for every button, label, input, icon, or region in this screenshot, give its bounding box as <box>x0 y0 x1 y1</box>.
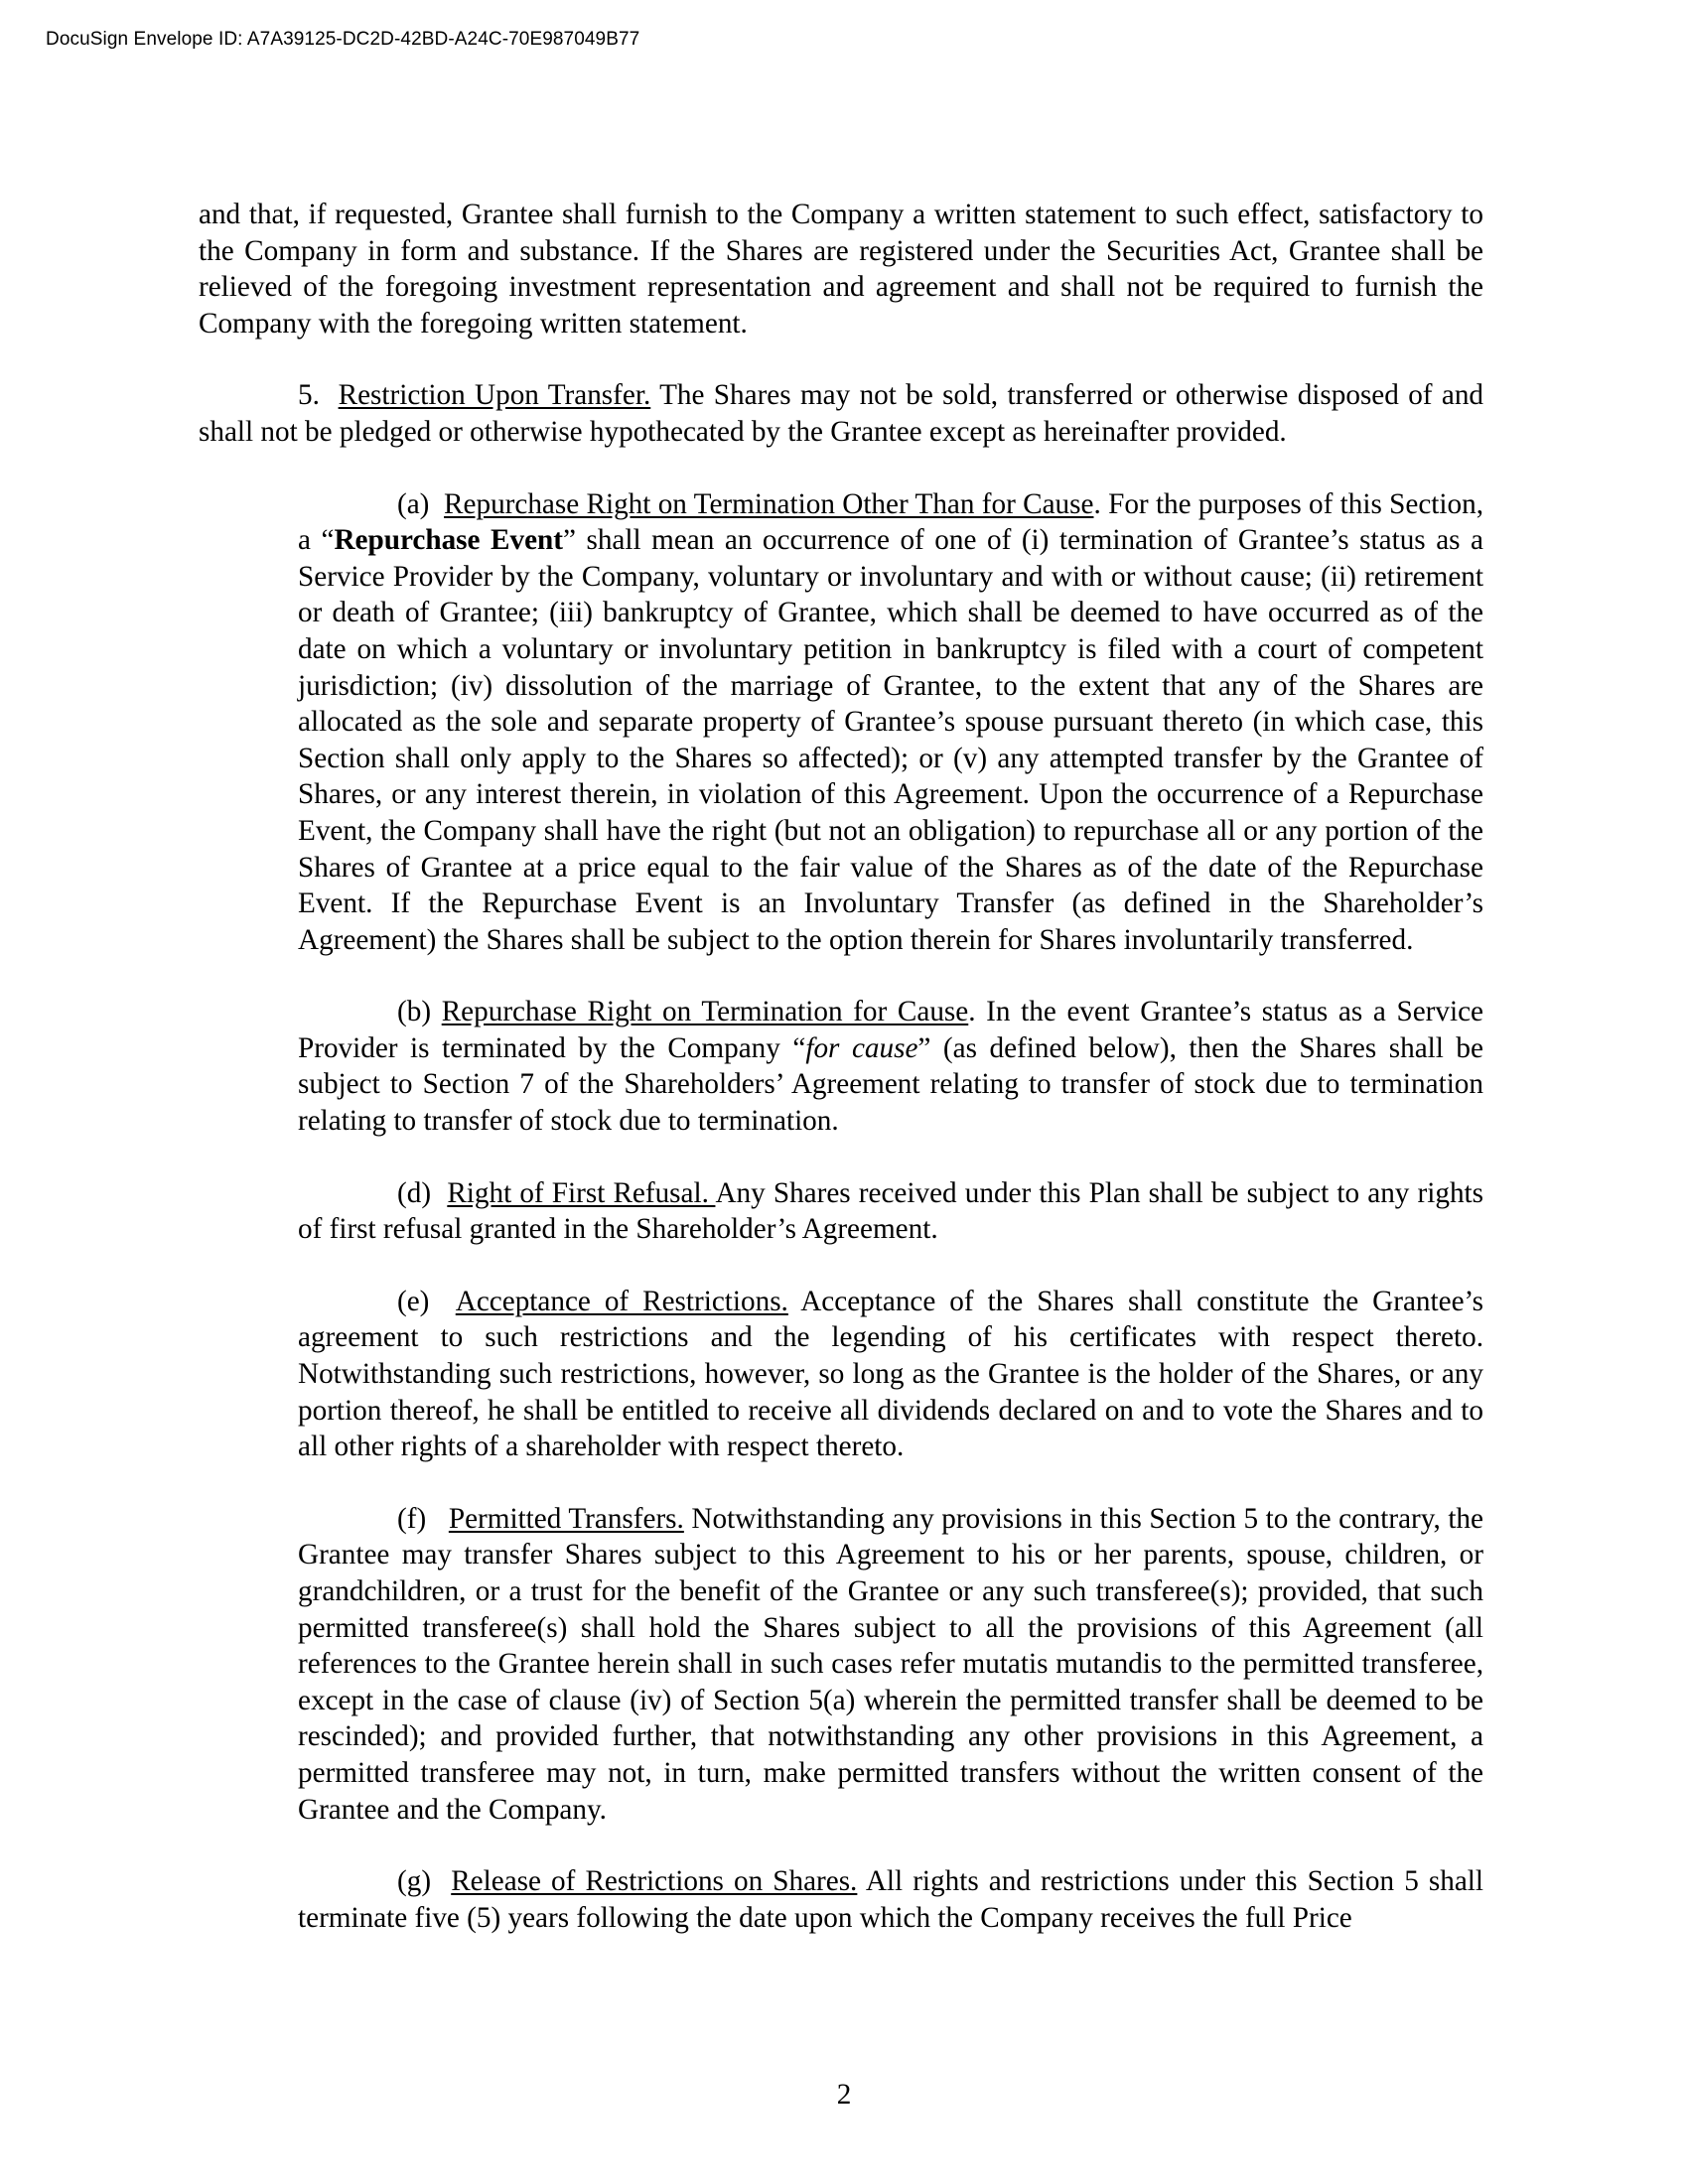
subsection-g-label: (g) <box>397 1865 432 1898</box>
subsection-f-text: Notwithstanding any provisions in this Section 5 to the contrary, the Grantee may transfer Shares subject to this Agreement to his or her parents, spouse, children, or grandchildren, or a trust for the benefit of the Grantee or any such transferee(s); provided, that such permitted transferee(s) shall hold the Shares subject to all the provisions of this Agreement (all references to the Grantee herein shall in such cases refer mutatis mutandis to the permitted transferee, except in the case of clause (iv) of Section 5(a) wherein the permitted transfer shall be deemed to be rescinded); and provided further, that notwithstanding any other provisions in this Agreement, a permitted transferee may not, in turn, make permitted transfers without the written consent of the Grantee and the Company. <box>298 1502 1483 1826</box>
section-5-number: 5. <box>298 379 320 412</box>
subsection-a-paragraph <box>298 486 1483 959</box>
subsection-f-label: (f) <box>397 1502 427 1535</box>
subsection-e-label: (e) <box>397 1285 430 1317</box>
subsection-g-text: All rights and restrictions under this Section 5 shall terminate five (5) years following the date upon which the Company receives the full Price <box>298 1865 1483 1934</box>
docusign-envelope-id: DocuSign Envelope ID: A7A39125-DC2D-42BD-A24C-70E987049B77 <box>46 29 640 50</box>
subsection-f-paragraph <box>298 1501 1483 1828</box>
subsection-b-heading: Repurchase Right on Termination for Cause <box>441 996 969 1028</box>
subsection-d-heading: Right of First Refusal. <box>447 1176 716 1209</box>
defined-term-repurchase-event: Repurchase Event <box>334 524 563 557</box>
subsection-d-label: (d) <box>397 1176 432 1209</box>
subsection-g-paragraph <box>298 1863 1483 1936</box>
section-5-paragraph <box>199 377 1483 450</box>
subsection-b-text-2: ” (as defined below), then the Shares shall be subject to Section 7 of the Shareholders’ Agreement relating to transfer of stock due to termination relating to transfer of stock due to termination. <box>298 1031 1483 1138</box>
subsection-g-heading: Release of Restrictions on Shares. <box>451 1865 858 1898</box>
subsection-e-text: Acceptance of the Shares shall constitute the Grantee’s agreement to such restrictions and the legending of his certificates with respect thereto. Notwithstanding such restrictions, however, so long as the Grantee is the holder of the Shares, or any portion thereof, he shall be entitled to receive all dividends declared on and to vote the Shares and to all other rights of a shareholder with respect thereto. <box>298 1285 1484 1463</box>
section-5-heading: Restriction Upon Transfer. <box>338 379 651 412</box>
document-body <box>199 197 1483 1936</box>
subsection-a-text-2: ” shall mean an occurrence of one of (i) termination of Grantee’s status as a Service Provider by the Company, voluntary or involuntary and with or without cause; (ii) retirement or death of Grantee; (iii) bankruptcy of Grantee, which shall be deemed to have occurred as of the date on which a voluntary or involuntary petition in bankruptcy is filed with a court of competent jurisdiction; (iv) dissolution of the marriage of Grantee, to the extent that any of the Shares are allocated as the sole and separate property of Grantee’s spouse pursuant thereto (in which case, this Section shall only apply to the Shares so affected); or (v) any attempted transfer by the Grantee of Shares, or any interest therein, in violation of this Agreement. Upon the occurrence of a Repurchase Event, the Company shall have the right (but not an obligation) to repurchase all or any portion of the Shares of Grantee at a price equal to the fair value of the Shares as of the date of the Repurchase Event. If the Repurchase Event is an Involuntary Transfer (as defined in the Shareholder’s Agreement) the Shares shall be subject to the option therein for Shares involuntarily transferred. <box>298 524 1483 956</box>
subsection-b-text-1: . In the event Grantee’s status as a Service Provider is terminated by the Company “ <box>298 996 1484 1064</box>
term-for-cause: for cause <box>805 1031 918 1064</box>
continuation-paragraph: and that, if requested, Grantee shall furnish to the Company a written statement to such effect, satisfactory to the Company in form and substance. If the Shares are registered under the Securities Act, Grantee shall be relieved of the foregoing investment representation and agreement and shall not be required to furnish the Company with the foregoing written statement. <box>199 199 1483 340</box>
subsection-b-paragraph <box>298 994 1483 1139</box>
page-number: 2 <box>836 2079 852 2111</box>
subsection-d-paragraph <box>298 1175 1483 1248</box>
subsection-e-paragraph <box>298 1284 1483 1465</box>
subsection-f-heading: Permitted Transfers. <box>448 1502 684 1535</box>
subsection-e-heading: Acceptance of Restrictions. <box>455 1285 788 1317</box>
subsection-a-text-1: . For the purposes of this Section, a “ <box>298 487 1483 557</box>
subsection-a-heading: Repurchase Right on Termination Other Than for Cause <box>444 487 1094 520</box>
section-5-text: The Shares may not be sold, transferred or otherwise disposed of and shall not be pledged or otherwise hypothecated by the Grantee except as hereinafter provided. <box>199 379 1484 448</box>
subsection-b-label: (b) <box>397 996 432 1028</box>
subsection-d-text: Any Shares received under this Plan shall be subject to any rights of first refusal granted in the Shareholder’s Agreement. <box>298 1176 1484 1246</box>
subsection-a-label: (a) <box>397 487 430 520</box>
